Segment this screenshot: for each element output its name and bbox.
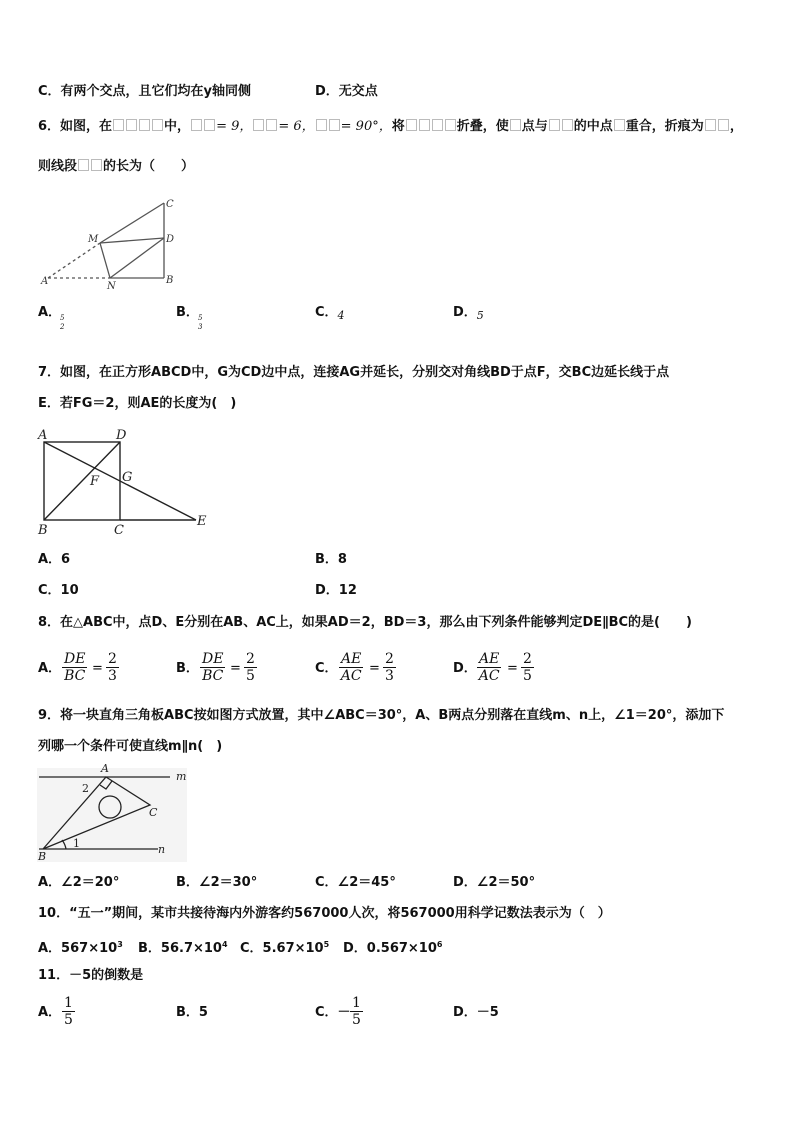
- q8-option-a-lhs: $\frac{DE}{BC}$: [64, 651, 86, 684]
- q6-stem-line2: 则线段 的长为（ ）: [38, 159, 195, 174]
- q8-stem: 8．在△ABC中，点D、E分别在AB、AC上，如果AD＝2，BD＝3，那么由下列条件能够判定DE∥BC的是( ): [38, 615, 692, 630]
- q7-figure: [36, 425, 216, 537]
- q6-option-b-fraction: 5 3: [198, 314, 203, 331]
- q8-option-c: C．: [315, 661, 338, 676]
- q7-stem-line2: E．若FG＝2，则AE的长度为( ): [38, 396, 237, 411]
- q9-label-n: n: [158, 843, 166, 856]
- q11-option-d: D．－5: [453, 1005, 499, 1020]
- q9-figure: [36, 760, 196, 865]
- q8-option-a: A．: [38, 661, 62, 676]
- q9-stem-line1: 9．将一块直角三角板ABC按如图方式放置，其中∠ABC＝30°，A、B两点分别落在直线m、n上，∠1＝20°，添加下: [38, 708, 725, 723]
- q7-label-b: B: [38, 523, 48, 537]
- q8-option-d-lhs: $\frac{AE}{AC}$: [478, 651, 500, 684]
- q8-option-a-rhs: $\frac{2}{3}$: [108, 651, 117, 684]
- q7-label-e: E: [197, 514, 207, 529]
- q7-option-d: D．12: [315, 583, 357, 598]
- q10-option-c: C．$5.67\times 10^5$: [240, 940, 330, 956]
- q9-stem-line2: 列哪一个条件可使直线m∥n( ): [38, 739, 223, 754]
- q7-label-a: A: [38, 428, 48, 443]
- q5-option-c: C．有两个交点，且它们均在y轴同侧: [38, 84, 252, 99]
- q10-stem: 10．“五一”期间，某市共接待海内外游客约567000人次，将567000用科学记数法表示为（ ）: [38, 906, 611, 921]
- q7-label-g: G: [122, 470, 133, 485]
- q6-option-a: A．: [38, 305, 62, 320]
- q7-option-b: B．8: [315, 552, 347, 567]
- q8-option-b-rhs: $\frac{2}{5}$: [246, 651, 255, 684]
- q7-label-f: F: [90, 474, 100, 489]
- q9-label-b: B: [38, 850, 47, 863]
- q5-option-d: D．无交点: [315, 84, 378, 99]
- q8-option-b: B．: [176, 661, 199, 676]
- q7-label-d: D: [116, 428, 127, 443]
- q9-label-c: C: [149, 806, 158, 819]
- q8-option-a-equals: =: [92, 661, 103, 676]
- q7-option-a: A．6: [38, 552, 71, 567]
- q11-option-c-fraction: $\frac{1}{5}$: [352, 995, 361, 1028]
- q9-label-1: 1: [73, 837, 80, 850]
- q6-option-c: C．$_4$: [315, 305, 345, 322]
- q8-option-c-equals: =: [369, 661, 380, 676]
- q11-option-a: A．: [38, 1005, 62, 1020]
- q10-option-a: A．$567\times 10^3$: [38, 940, 123, 956]
- q8-option-d-equals: =: [507, 661, 518, 676]
- q7-option-c: C．10: [38, 583, 79, 598]
- q6-stem-line1: 6．如图，在 中， = 9， = 6， = 90°，将 折叠，使 点与 的中点 重合，折痕为 ，: [38, 119, 743, 134]
- q8-option-c-lhs: $\frac{AE}{AC}$: [340, 651, 362, 684]
- q9-option-c: C．∠2＝45°: [315, 875, 396, 890]
- q6-option-a-fraction: 5 2: [60, 314, 65, 331]
- q9-option-b: B．∠2＝30°: [176, 875, 258, 890]
- q9-label-2: 2: [82, 782, 89, 795]
- q6-label-b: B: [166, 275, 174, 286]
- q9-label-a: A: [101, 762, 109, 775]
- q6-label-n: N: [107, 281, 116, 291]
- q9-option-d: D．∠2＝50°: [453, 875, 536, 890]
- q8-option-b-equals: =: [230, 661, 241, 676]
- q9-label-m: m: [176, 770, 187, 783]
- q6-figure: [38, 195, 188, 291]
- q11-stem: 11．－5的倒数是: [38, 968, 144, 983]
- q11-option-c: C．－: [315, 1005, 351, 1020]
- q6-label-d: D: [166, 234, 175, 245]
- q7-label-c: C: [114, 523, 124, 537]
- q10-option-d: D．$0.567\times 10^6$: [343, 940, 443, 956]
- q6-option-d: D．$_5$: [453, 305, 484, 322]
- q9-option-a: A．∠2＝20°: [38, 875, 120, 890]
- q8-option-c-rhs: $\frac{2}{3}$: [385, 651, 394, 684]
- q7-stem-line1: 7．如图，在正方形ABCD中，G为CD边中点，连接AG并延长，分别交对角线BD于点F，交BC边延长线于点: [38, 365, 670, 380]
- q11-option-a-fraction: $\frac{1}{5}$: [64, 995, 73, 1028]
- q6-label-m: M: [88, 234, 99, 245]
- q6-label-c: C: [166, 199, 174, 210]
- q6-label-a: A: [41, 276, 49, 287]
- q11-option-b: B．5: [176, 1005, 208, 1020]
- q8-option-b-lhs: $\frac{DE}{BC}$: [202, 651, 224, 684]
- q6-option-b: B．: [176, 305, 199, 320]
- q10-option-b: B．$56.7\times 10^4$: [138, 940, 228, 956]
- q8-option-d-rhs: $\frac{2}{5}$: [523, 651, 532, 684]
- q8-option-d: D．: [453, 661, 477, 676]
